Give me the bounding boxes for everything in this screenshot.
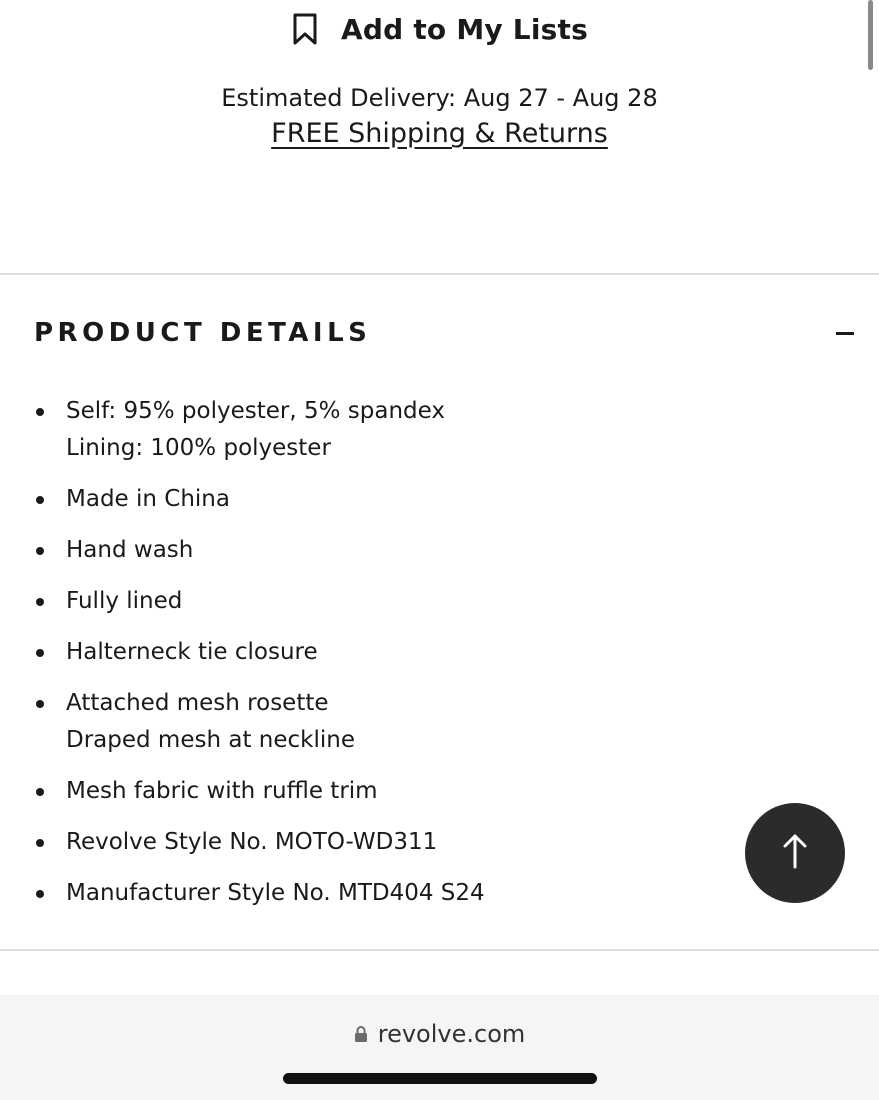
add-to-lists-label: Add to My Lists (341, 12, 588, 46)
detail-text: Hand wash (66, 537, 194, 563)
url-text: revolve.com (377, 1020, 526, 1048)
detail-item (34, 824, 734, 861)
minus-icon[interactable] (836, 332, 854, 335)
detail-text: Halterneck tie closure (66, 639, 318, 665)
detail-item (34, 875, 734, 912)
divider (0, 949, 879, 951)
free-shipping-link[interactable]: FREE Shipping & Returns (271, 118, 608, 149)
detail-text: Lining: 100% polyester (66, 435, 331, 461)
divider (0, 273, 879, 275)
detail-text: Draped mesh at neckline (66, 727, 355, 753)
bullet-icon (36, 408, 44, 416)
bullet-icon (36, 649, 44, 657)
detail-item (34, 773, 734, 810)
detail-item (34, 685, 734, 759)
home-indicator[interactable] (283, 1073, 597, 1084)
product-details-list (34, 393, 734, 926)
detail-text: Made in China (66, 486, 230, 512)
lock-icon (354, 1025, 368, 1043)
bullet-icon (36, 547, 44, 555)
add-to-lists-button[interactable] (0, 12, 879, 46)
detail-item (34, 532, 734, 569)
detail-text: Manufacturer Style No. MTD404 S24 (66, 880, 485, 906)
arrow-up-icon (780, 831, 810, 875)
detail-item (34, 634, 734, 671)
detail-text: Revolve Style No. MOTO-WD311 (66, 829, 438, 855)
detail-text: Attached mesh rosette (66, 690, 329, 716)
scroll-to-top-button[interactable] (745, 803, 845, 903)
bullet-icon (36, 890, 44, 898)
detail-item (34, 481, 734, 518)
url-bar[interactable] (0, 1020, 879, 1048)
product-details-title: PRODUCT DETAILS (34, 318, 372, 348)
detail-item (34, 583, 734, 620)
detail-text: Self: 95% polyester, 5% spandex (66, 398, 445, 424)
detail-item (34, 393, 734, 467)
bookmark-icon (291, 12, 319, 46)
bullet-icon (36, 598, 44, 606)
bullet-icon (36, 496, 44, 504)
product-details-toggle[interactable] (34, 318, 856, 348)
bullet-icon (36, 839, 44, 847)
bullet-icon (36, 788, 44, 796)
detail-text: Mesh fabric with ruffle trim (66, 778, 378, 804)
detail-text: Fully lined (66, 588, 183, 614)
delivery-estimate: Estimated Delivery: Aug 27 - Aug 28 (221, 84, 658, 112)
bullet-icon (36, 700, 44, 708)
